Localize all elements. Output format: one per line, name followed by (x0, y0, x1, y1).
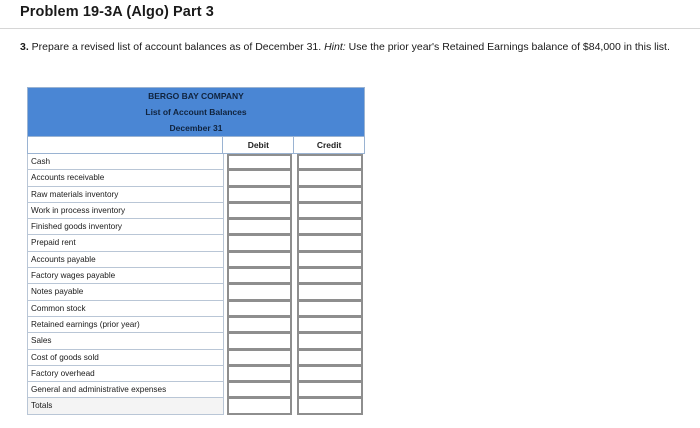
debit-input[interactable] (227, 350, 293, 366)
debit-input[interactable] (227, 284, 293, 300)
credit-input[interactable] (297, 398, 363, 414)
page-title: Problem 19-3A (Algo) Part 3 (20, 4, 214, 20)
worksheet-header (27, 87, 365, 137)
credit-input[interactable] (297, 317, 363, 333)
account-row (27, 284, 365, 300)
credit-input[interactable] (297, 284, 363, 300)
debit-column-header: Debit (222, 137, 293, 153)
debit-input[interactable] (227, 235, 293, 251)
account-row (27, 235, 365, 251)
company-name: BERGO BAY COMPANY (148, 91, 244, 101)
account-name: Prepaid rent (27, 235, 224, 251)
credit-input[interactable] (297, 333, 363, 349)
account-column-header (28, 137, 222, 153)
account-name: Factory overhead (27, 366, 224, 382)
debit-input[interactable] (227, 187, 293, 203)
credit-input[interactable] (297, 366, 363, 382)
account-rows (27, 154, 365, 415)
account-row (27, 350, 365, 366)
credit-input[interactable] (297, 170, 363, 186)
instruction-number: 3. (20, 41, 29, 53)
debit-input[interactable] (227, 317, 293, 333)
credit-input[interactable] (297, 382, 363, 398)
account-row (27, 154, 365, 170)
debit-input[interactable] (227, 398, 293, 414)
debit-input[interactable] (227, 219, 293, 235)
hint-label: Hint: (324, 41, 346, 53)
account-name: Cash (27, 154, 224, 170)
account-name: General and administrative expenses (27, 382, 224, 398)
account-name: Totals (27, 398, 224, 414)
credit-input[interactable] (297, 187, 363, 203)
account-name: Raw materials inventory (27, 187, 224, 203)
account-name: Common stock (27, 301, 224, 317)
account-row (27, 333, 365, 349)
account-row (27, 366, 365, 382)
credit-input[interactable] (297, 252, 363, 268)
account-row (27, 170, 365, 186)
credit-input[interactable] (297, 154, 363, 170)
worksheet-date: December 31 (169, 123, 223, 133)
account-row (27, 252, 365, 268)
debit-input[interactable] (227, 154, 293, 170)
credit-input[interactable] (297, 268, 363, 284)
debit-input[interactable] (227, 170, 293, 186)
credit-input[interactable] (297, 235, 363, 251)
account-row (27, 187, 365, 203)
credit-input[interactable] (297, 219, 363, 235)
account-row (27, 382, 365, 398)
account-name: Sales (27, 333, 224, 349)
worksheet-subtitle: List of Account Balances (145, 107, 247, 117)
debit-input[interactable] (227, 203, 293, 219)
debit-input[interactable] (227, 301, 293, 317)
account-name: Accounts receivable (27, 170, 224, 186)
account-row (27, 317, 365, 333)
account-name: Notes payable (27, 284, 224, 300)
instructions (20, 41, 688, 54)
account-name: Factory wages payable (27, 268, 224, 284)
hint-text: Use the prior year's Retained Earnings balance of $84,000 in this list. (345, 41, 670, 53)
debit-input[interactable] (227, 366, 293, 382)
debit-input[interactable] (227, 382, 293, 398)
title-divider (0, 28, 700, 29)
account-row (27, 203, 365, 219)
debit-input[interactable] (227, 252, 293, 268)
account-name: Retained earnings (prior year) (27, 317, 224, 333)
account-row (27, 268, 365, 284)
column-header-row (27, 137, 365, 154)
account-name: Accounts payable (27, 252, 224, 268)
account-name: Cost of goods sold (27, 350, 224, 366)
debit-input[interactable] (227, 268, 293, 284)
credit-input[interactable] (297, 301, 363, 317)
credit-column-header: Credit (293, 137, 364, 153)
account-balances-worksheet (27, 87, 365, 415)
instruction-text: Prepare a revised list of account balances as of December 31. (28, 41, 325, 53)
account-row (27, 301, 365, 317)
account-name: Work in process inventory (27, 203, 224, 219)
debit-input[interactable] (227, 333, 293, 349)
credit-input[interactable] (297, 203, 363, 219)
account-row (27, 219, 365, 235)
account-row (27, 398, 365, 414)
credit-input[interactable] (297, 350, 363, 366)
account-name: Finished goods inventory (27, 219, 224, 235)
